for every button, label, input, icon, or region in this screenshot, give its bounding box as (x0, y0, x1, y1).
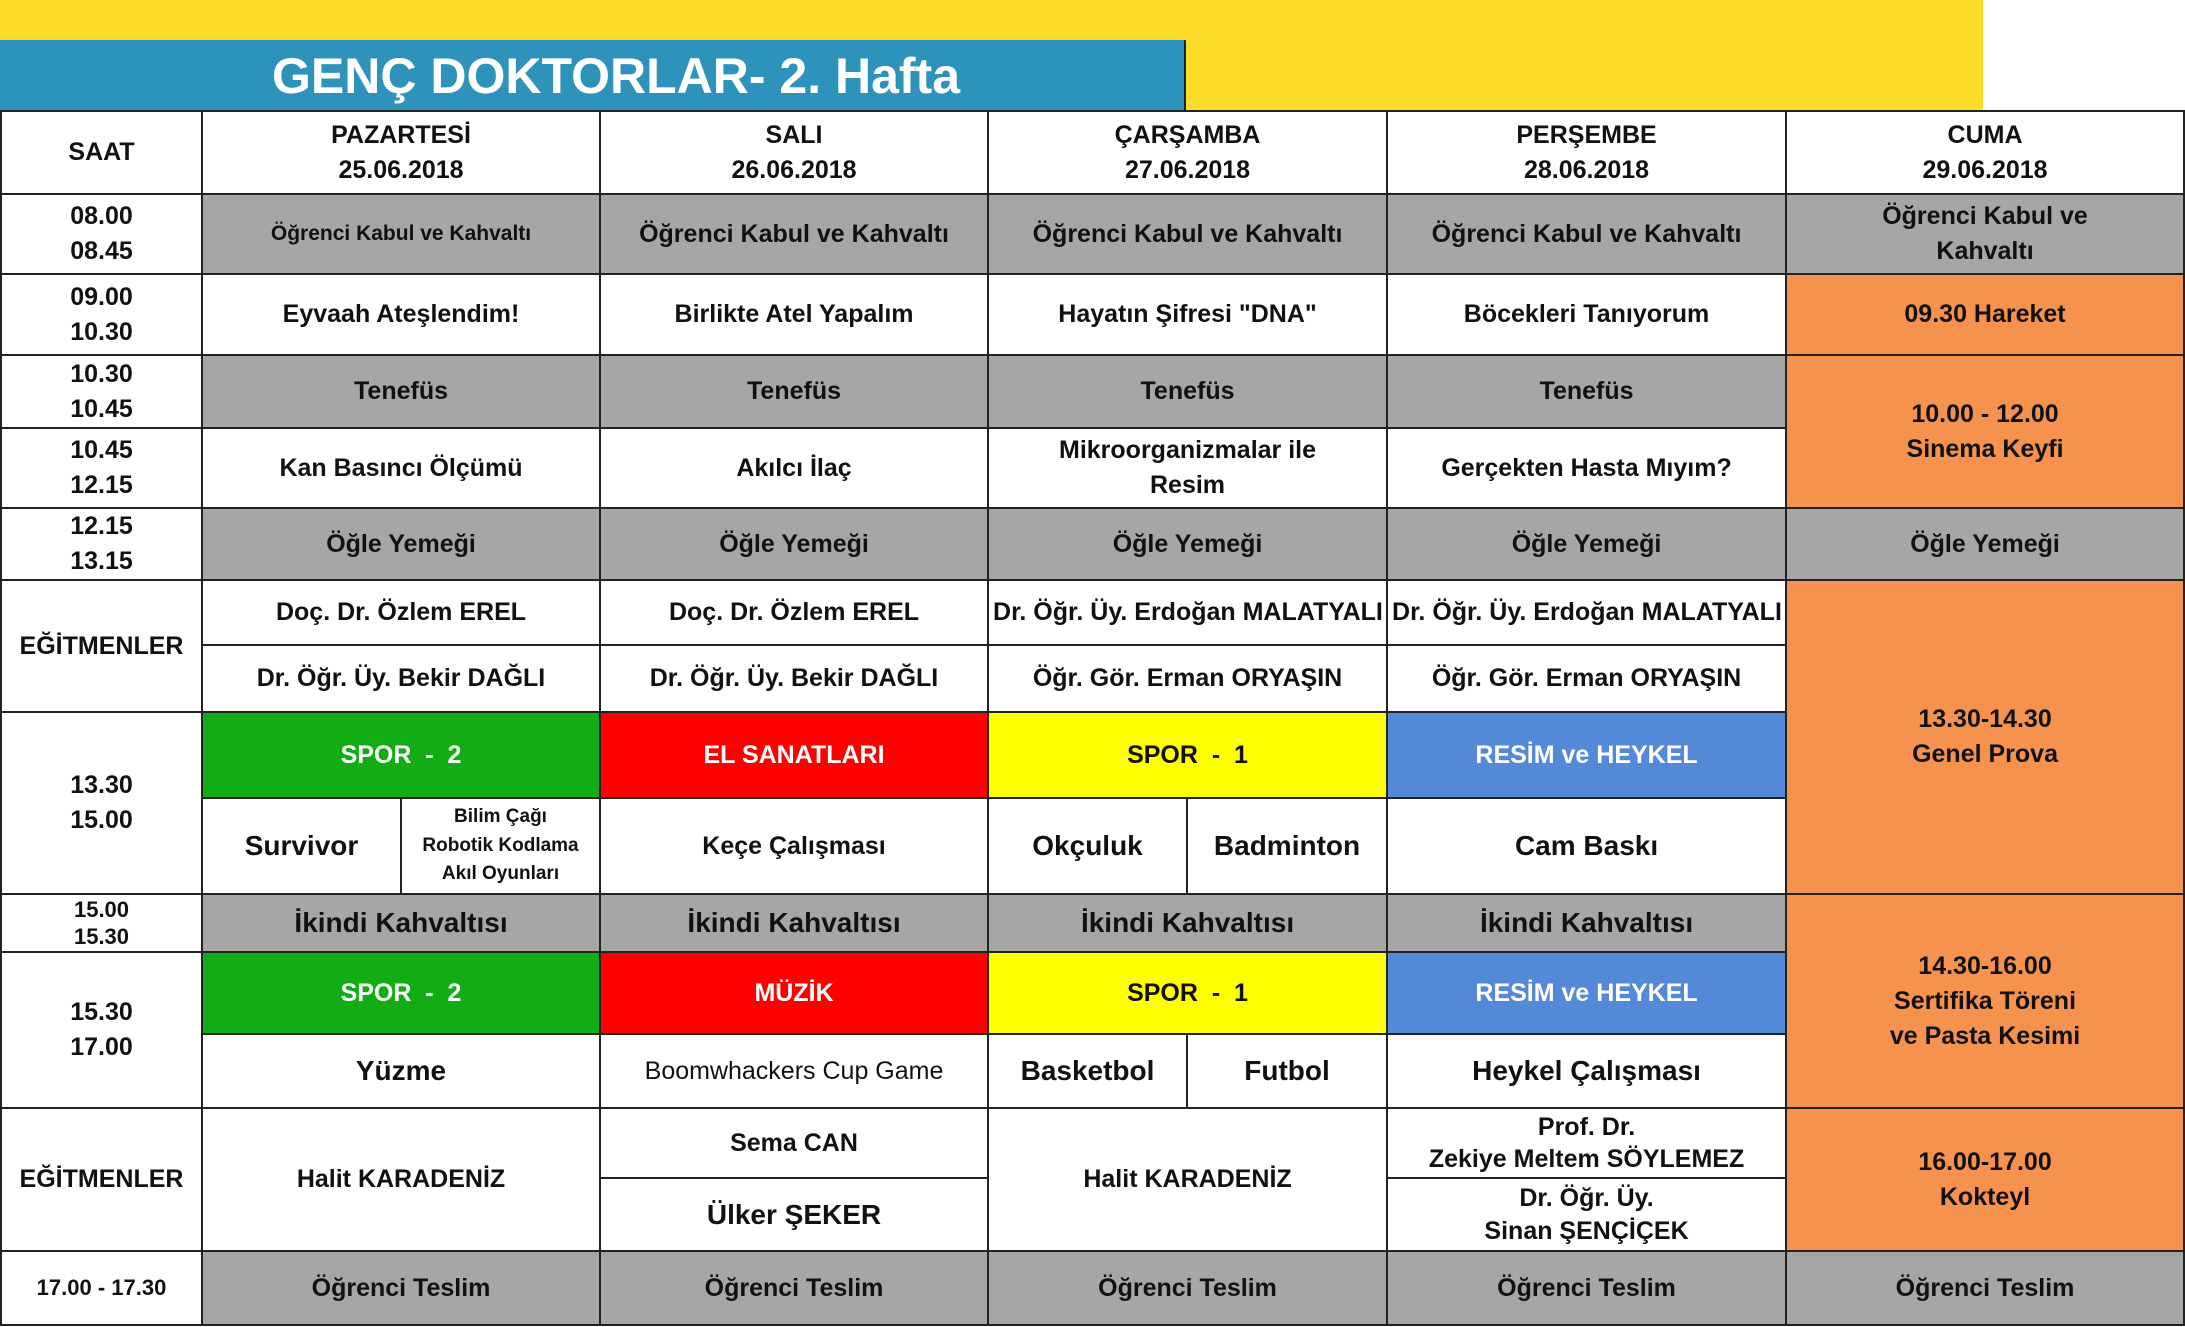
activity-cell: Hayatın Şifresi "DNA" (988, 274, 1387, 355)
day-header-thursday: PERŞEMBE 28.06.2018 (1387, 111, 1786, 194)
time-cell: 12.15 13.15 (1, 508, 202, 580)
activity-cell: Öğrenci Teslim (202, 1251, 600, 1325)
activity-cell: Cam Baskı (1387, 798, 1786, 894)
instructor-cell: Dr. Öğr. Üy. Sinan ŞENÇİÇEK (1387, 1178, 1786, 1251)
day-header-monday: PAZARTESİ 25.06.2018 (202, 111, 600, 194)
time-cell: 10.30 10.45 (1, 355, 202, 428)
instructor-cell: Dr. Öğr. Üy. Erdoğan MALATYALI (1387, 580, 1786, 645)
activity-cell: Öğrenci Kabul ve Kahvaltı (1786, 194, 2184, 274)
activity-cell: İkindi Kahvaltısı (202, 894, 600, 952)
workshop-banner-art: RESİM ve HEYKEL (1387, 712, 1786, 798)
workshop-banner-sport-1: SPOR - 1 (988, 712, 1387, 798)
activity-cell: Birlikte Atel Yapalım (600, 274, 988, 355)
instructors-label: EĞİTMENLER (1, 580, 202, 712)
activity-cell: Öğle Yemeği (202, 508, 600, 580)
instructor-cell: Öğr. Gör. Erman ORYAŞIN (988, 645, 1387, 712)
activity-cell: 14.30-16.00 Sertifika Töreni ve Pasta Kesimi (1786, 894, 2184, 1108)
activity-cell: 16.00-17.00 Kokteyl (1786, 1108, 2184, 1251)
time-cell: 15.00 15.30 (1, 894, 202, 952)
header-row (1, 111, 2184, 194)
saat-header: SAAT (1, 111, 202, 194)
workshop-banner-sport-2: SPOR - 2 (202, 952, 600, 1034)
time-cell: 09.00 10.30 (1, 274, 202, 355)
activity-cell: Basketbol (988, 1034, 1187, 1108)
top-yellow-band (0, 0, 1983, 40)
activity-cell: Tenefüs (988, 355, 1387, 428)
activity-cell: Mikroorganizmalar ile Resim (988, 428, 1387, 508)
instructors-label: EĞİTMENLER (1, 1108, 202, 1251)
activity-cell: Öğrenci Kabul ve Kahvaltı (600, 194, 988, 274)
activity-cell: Tenefüs (202, 355, 600, 428)
activity-cell: Gerçekten Hasta Mıyım? (1387, 428, 1786, 508)
activity-cell: Öğle Yemeği (988, 508, 1387, 580)
time-cell: 08.00 08.45 (1, 194, 202, 274)
time-cell: 13.30 15.00 (1, 712, 202, 894)
activity-cell: Öğle Yemeği (600, 508, 988, 580)
activity-cell: 13.30-14.30 Genel Prova (1786, 580, 2184, 894)
activity-cell: Öğrenci Kabul ve Kahvaltı (988, 194, 1387, 274)
activity-cell: Okçuluk (988, 798, 1187, 894)
title-bar (0, 40, 1186, 110)
activity-cell: Böcekleri Tanıyorum (1387, 274, 1786, 355)
activity-cell: İkindi Kahvaltısı (988, 894, 1387, 952)
time-cell: 15.30 17.00 (1, 952, 202, 1108)
activity-cell: Öğle Yemeği (1786, 508, 2184, 580)
workshop-banner-art: RESİM ve HEYKEL (1387, 952, 1786, 1034)
time-cell: 17.00 - 17.30 (1, 1251, 202, 1325)
workshop-banner-sport-1: SPOR - 1 (988, 952, 1387, 1034)
instructor-cell: Ülker ŞEKER (600, 1178, 988, 1251)
activity-cell: İkindi Kahvaltısı (1387, 894, 1786, 952)
workshop-banner-crafts: EL SANATLARI (600, 712, 988, 798)
day-header-wednesday: ÇARŞAMBA 27.06.2018 (988, 111, 1387, 194)
instructor-cell: Halit KARADENİZ (988, 1108, 1387, 1251)
instructor-cell: Dr. Öğr. Üy. Erdoğan MALATYALI (988, 580, 1387, 645)
row-breakfast (1, 194, 2184, 274)
row-pickup (1, 1251, 2184, 1325)
instructor-cell: Öğr. Gör. Erman ORYAŞIN (1387, 645, 1786, 712)
instructor-cell: Doç. Dr. Özlem EREL (600, 580, 988, 645)
workshop-banner-sport-2: SPOR - 2 (202, 712, 600, 798)
page-title: GENÇ DOKTORLAR- 2. Hafta (272, 48, 961, 104)
activity-cell: Eyvaah Ateşlendim! (202, 274, 600, 355)
activity-cell: Öğrenci Teslim (1786, 1251, 2184, 1325)
activity-cell: Badminton (1187, 798, 1387, 894)
activity-cell: Boomwhackers Cup Game (600, 1034, 988, 1108)
activity-cell: 10.00 - 12.00 Sinema Keyfi (1786, 355, 2184, 508)
activity-cell: Öğle Yemeği (1387, 508, 1786, 580)
instructor-cell: Doç. Dr. Özlem EREL (202, 580, 600, 645)
activity-cell: Kan Basıncı Ölçümü (202, 428, 600, 508)
activity-cell: Keçe Çalışması (600, 798, 988, 894)
activity-cell: Öğrenci Kabul ve Kahvaltı (202, 194, 600, 274)
instructor-cell: Prof. Dr. Zekiye Meltem SÖYLEMEZ (1387, 1108, 1786, 1178)
activity-cell: Futbol (1187, 1034, 1387, 1108)
time-cell: 10.45 12.15 (1, 428, 202, 508)
row-instructors-1a (1, 580, 2184, 645)
workshop-banner-music: MÜZİK (600, 952, 988, 1034)
row-lunch (1, 508, 2184, 580)
activity-cell: Bilim Çağı Robotik Kodlama Akıl Oyunları (401, 798, 600, 894)
activity-cell: Survivor (202, 798, 401, 894)
activity-cell: Akılcı İlaç (600, 428, 988, 508)
yellow-fill-band (1186, 40, 1983, 110)
activity-cell: Tenefüs (1387, 355, 1786, 428)
activity-cell: İkindi Kahvaltısı (600, 894, 988, 952)
instructor-cell: Halit KARADENİZ (202, 1108, 600, 1251)
activity-cell: Öğrenci Kabul ve Kahvaltı (1387, 194, 1786, 274)
day-header-friday: CUMA 29.06.2018 (1786, 111, 2184, 194)
row-afternoon-snack (1, 894, 2184, 952)
schedule-table (0, 110, 2185, 1326)
activity-cell: 09.30 Hareket (1786, 274, 2184, 355)
activity-cell: Tenefüs (600, 355, 988, 428)
row-lesson-1 (1, 274, 2184, 355)
row-break (1, 355, 2184, 428)
instructor-cell: Sema CAN (600, 1108, 988, 1178)
row-instructors-2a (1, 1108, 2184, 1178)
instructor-cell: Dr. Öğr. Üy. Bekir DAĞLI (600, 645, 988, 712)
activity-cell: Öğrenci Teslim (988, 1251, 1387, 1325)
activity-cell: Heykel Çalışması (1387, 1034, 1786, 1108)
activity-cell: Öğrenci Teslim (1387, 1251, 1786, 1325)
activity-cell: Öğrenci Teslim (600, 1251, 988, 1325)
instructor-cell: Dr. Öğr. Üy. Bekir DAĞLI (202, 645, 600, 712)
day-header-tuesday: SALI 26.06.2018 (600, 111, 988, 194)
activity-cell: Yüzme (202, 1034, 600, 1108)
